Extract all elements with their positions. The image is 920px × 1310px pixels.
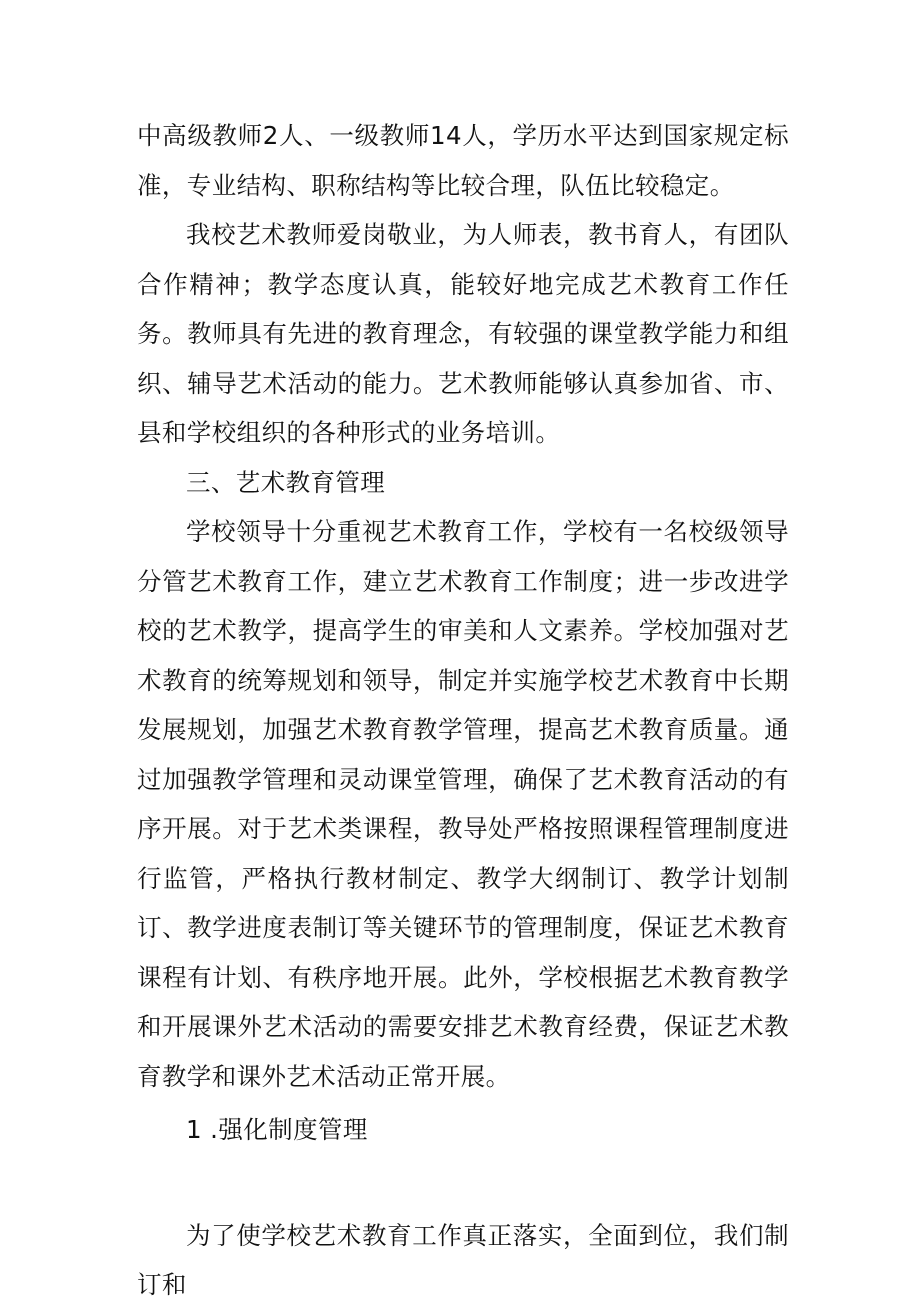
subsection-heading: 1 .强化制度管理 xyxy=(186,1115,368,1144)
teachers-paragraph: 我校艺术教师爱岗敬业，为人师表，教书育人，有团队合作精神；教学态度认真，能较好地完成艺术教育工作任务。教师具有先进的教育理念，有较强的课堂教学能力和组织、辅导艺术活动的能力。艺术教师能够认真参加省、市、县和学校组织的各种形式的业务培训。 xyxy=(137,220,789,447)
management-paragraph: 学校领导十分重视艺术教育工作，学校有一名校级领导分管艺术教育工作，建立艺术教育工作制度；进一步改进学校的艺术教学，提高学生的审美和人文素养。学校加强对艺术教育的统筹规划和领导，制定并实施学校艺术教育中长期发展规划，加强艺术教育教学管理，提高艺术教育质量。通过加强教学管理和灵动课堂管理，确保了艺术教育活动的有序开展。对于艺术类课程，教导处严格按照课程管理制度进行监管，严格执行教材制定、教学大纲制订、教学计划制订、教学进度表制订等关键环节的管理制度，保证艺术教育课程有计划、有秩序地开展。此外，学校根据艺术教育教学和开展课外艺术活动的需要安排艺术教育经费，保证艺术教育教学和课外艺术活动正常开展。 xyxy=(137,517,789,1091)
final-paragraph: 为了使学校艺术教育工作真正落实，全面到位，我们制订和 xyxy=(137,1220,789,1299)
continuation-paragraph: 中高级教师2人、一级教师14人，学历水平达到国家规定标准，专业结构、职称结构等比较合理，队伍比较稳定。 xyxy=(137,121,789,200)
document-body xyxy=(137,111,789,1310)
section-heading: 三、艺术教育管理 xyxy=(186,467,386,497)
